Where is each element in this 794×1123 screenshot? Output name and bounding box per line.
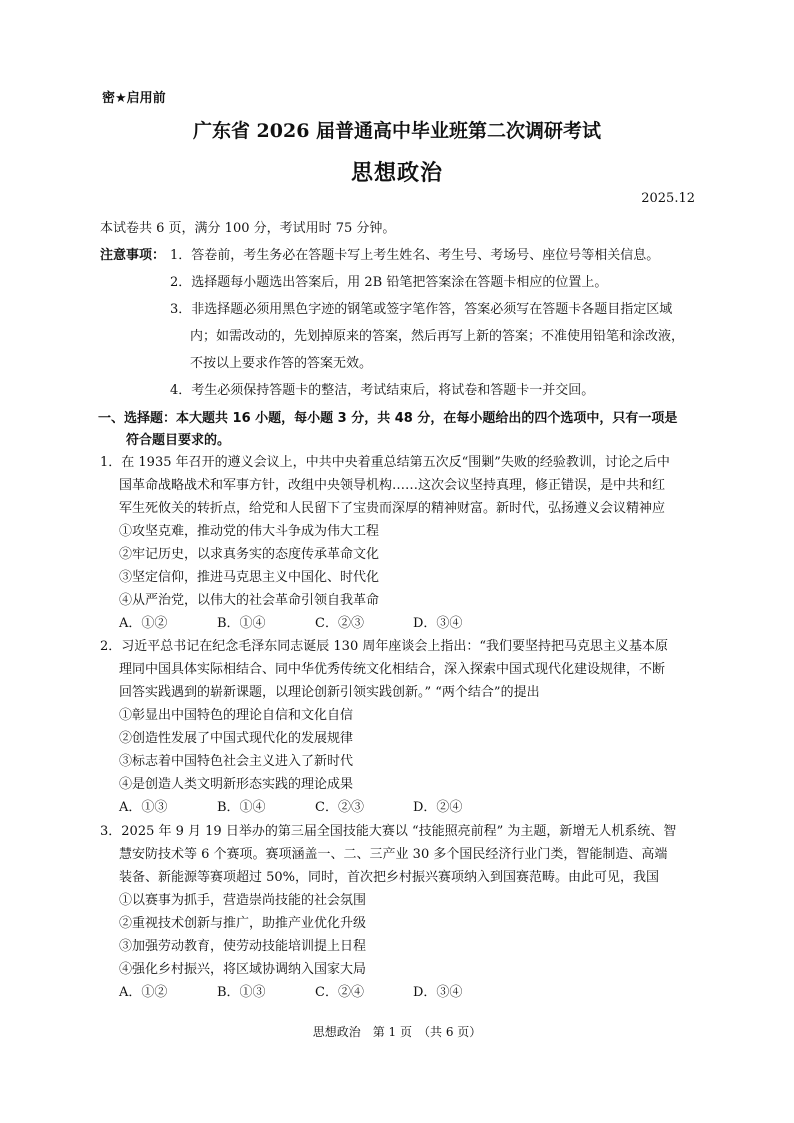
question-3-statement: ④强化乡村振兴，将区域协调纳入国家大局 [119,962,367,977]
question-2-stem: 理同中国具体实际相结合、同中华优秀传统文化相结合，深入探索中国式现代化建设规律，不断 [119,662,666,677]
note-item: 不按以上要求作答的答案无效。 [190,356,373,371]
question-2-statement: ④是创造人类文明新形态实践的理论成果 [119,777,354,792]
question-3-stem: 装备、新能源等赛项超过 50%，同时，首次把乡村振兴赛项纳入到国赛范畴。由此可见，我国 [119,870,660,885]
question-1-statement: ④从严治党，以伟大的社会革命引领自我革命 [119,593,380,608]
option-d[interactable]: D．③④ [413,985,463,1000]
subject-title: 思想政治 [350,160,443,186]
note-item: 4．考生必须保持答题卡的整洁，考试结束后，将试卷和答题卡一并交回。 [170,383,595,398]
option-c[interactable]: C．②③ [315,800,364,815]
question-1-statement: ①攻坚克难，推动党的伟大斗争成为伟大工程 [119,524,380,539]
question-2-statement: ②创造性发展了中国式现代化的发展规律 [119,731,354,746]
question-1-stem: 国革命战略战术和军事方针，改组中央领导机构……这次会议坚持真理，修正错误，是中共和红 [119,478,666,493]
exam-date: 2025.12 [641,191,695,206]
question-1-stem: 1．在 1935 年召开的遵义会议上，中共中央着重总结第五次反“围剿”失败的经验教训，讨论之后中 [100,455,670,470]
notes-label: 注意事项： [100,248,166,263]
secret-mark: 密★启用前 [102,91,166,106]
option-d[interactable]: D．③④ [413,616,463,631]
option-b[interactable]: B．①④ [217,616,266,631]
question-3-statement: ③加强劳动教育，使劳动技能培训提上日程 [119,939,367,954]
option-a[interactable]: A．①② [119,985,168,1000]
question-2-statement: ③标志着中国特色社会主义进入了新时代 [119,754,354,769]
note-item: 内；如需改动的，先划掉原来的答案，然后再写上新的答案；不准使用铅笔和涂改液， [190,329,685,344]
question-3-statement: ②重视技术创新与推广，助推产业优化升级 [119,916,367,931]
option-a[interactable]: A．①② [119,616,168,631]
question-1-stem: 军生死攸关的转折点，给党和人民留下了宝贵而深厚的精神财富。新时代，弘扬遵义会议精神应 [119,501,666,516]
option-d[interactable]: D．②④ [413,800,463,815]
question-2-stem: 回答实践遇到的崭新课题，以理论创新引领实践创新。” “两个结合”的提出 [119,685,540,700]
question-2-stem: 2．习近平总书记在纪念毛泽东同志诞辰 130 周年座谈会上指出：“我们要坚持把马克思主义基本原 [100,639,668,654]
question-3-statement: ①以赛事为抓手，营造崇尚技能的社会氛围 [119,893,367,908]
question-3-options [119,985,462,1001]
section-heading: 一、选择题：本大题共 16 小题，每小题 3 分，共 48 分，在每小题给出的四个选项中，只有一项是 [98,411,678,426]
option-a[interactable]: A．①③ [119,800,168,815]
question-2-statement: ①彰显出中国特色的理论自信和文化自信 [119,708,354,723]
exam-intro: 本试卷共 6 页，满分 100 分，考试用时 75 分钟。 [100,221,396,236]
option-c[interactable]: C．②③ [315,616,364,631]
question-1-statement: ②牢记历史，以求真务实的态度传承革命文化 [119,547,380,562]
question-2-options [119,800,462,816]
option-b[interactable]: B．①③ [217,985,266,1000]
note-item: 2．选择题每小题选出答案后，用 2B 铅笔把答案涂在答题卡相应的位置上。 [170,275,608,290]
question-1-options [119,616,462,632]
note-item: 3．非选择题必须用黑色字迹的钢笔或签字笔作答，答案必须写在答题卡各题目指定区域 [170,302,673,317]
page-footer: 思想政治 第 1 页 （共 6 页） [312,1025,482,1039]
exam-title: 广东省 2026 届普通高中毕业班第二次调研考试 [192,120,602,142]
question-3-stem: 慧安防技术等 6 个赛项。赛项涵盖一、二、三产业 30 多个国民经济行业门类，智能制造、高端 [119,847,668,862]
section-heading-cont: 符合题目要求的。 [126,433,231,448]
question-3-stem: 3．2025 年 9 月 19 日举办的第三届全国技能大赛以 “技能照亮前程” 为主题，新增无人机系统、智 [100,824,677,839]
option-b[interactable]: B．①④ [217,800,266,815]
question-1-statement: ③坚定信仰，推进马克思主义中国化、时代化 [119,570,380,585]
note-item: 1．答卷前，考生务必在答题卡写上考生姓名、考生号、考场号、座位号等相关信息。 [170,248,660,263]
option-c[interactable]: C．②④ [315,985,364,1000]
